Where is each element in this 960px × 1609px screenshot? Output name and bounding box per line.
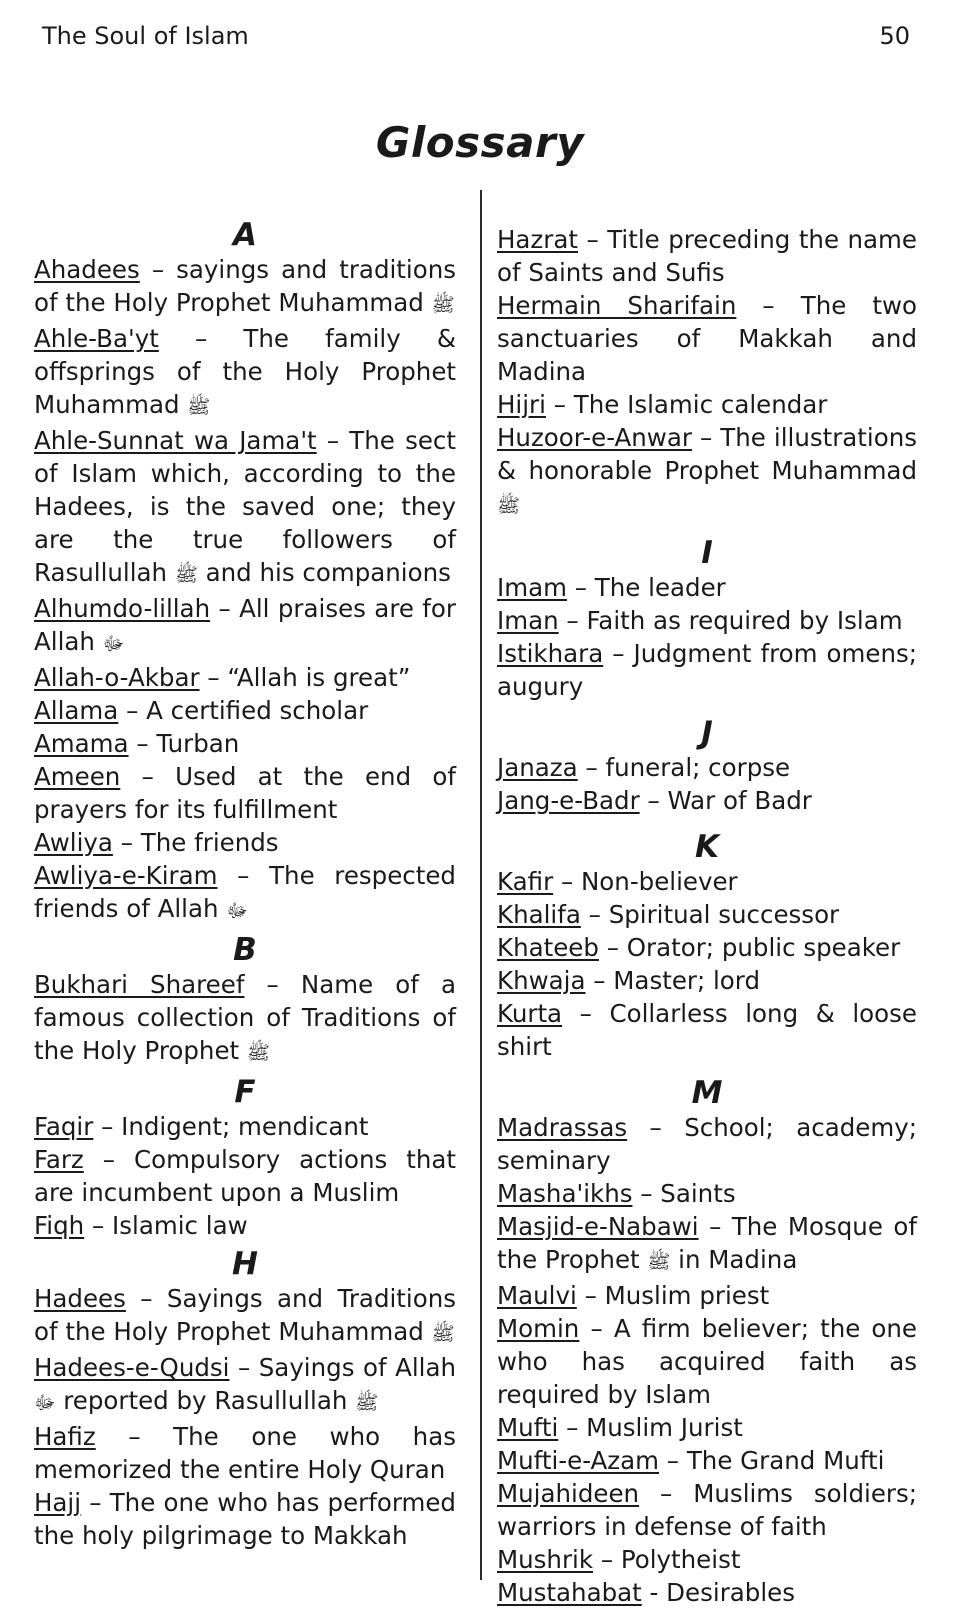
glossary-entry <box>34 424 456 592</box>
glossary-entry <box>34 1110 456 1143</box>
glossary-entry <box>34 1209 456 1242</box>
glossary-definition: – Master; lord <box>585 966 760 995</box>
glossary-entry <box>497 784 917 817</box>
glossary-term: Hajj <box>34 1488 82 1517</box>
glossary-definition: – Compulsory actions that are incumbent upon a Muslim <box>34 1145 456 1207</box>
glossary-definition: – The friends <box>112 828 279 857</box>
glossary-definition: – The sect of Islam which, according to the Hadees, is the saved one; they are the true followers of Rasullullah <box>34 426 456 587</box>
glossary-definition: – The illustrations & honorable Prophet Muhammad <box>497 423 917 485</box>
glossary-term: Masjid-e-Nabawi <box>497 1212 699 1241</box>
glossary-definition: – Muslim Jurist <box>558 1413 743 1442</box>
glossary-term: Iman <box>497 606 559 635</box>
glossary-term: Ameen <box>34 762 121 791</box>
glossary-entry <box>497 421 917 523</box>
page-number: 50 <box>879 22 910 50</box>
honorific-symbol: ﷻ <box>34 1392 56 1414</box>
glossary-definition: – The two sanctuaries of Makkah and Madina <box>497 291 917 386</box>
page-title: Glossary <box>375 118 585 167</box>
column-divider <box>480 190 482 1580</box>
glossary-entry <box>34 859 456 928</box>
glossary-term: Mujahideen <box>497 1479 640 1508</box>
glossary-entry <box>497 751 917 784</box>
glossary-term: Momin <box>497 1314 580 1343</box>
honorific-symbol: ﷺ <box>647 1251 671 1273</box>
glossary-definition: – A firm believer; the one who has acquired faith as required by Islam <box>497 1314 917 1409</box>
glossary-term: Masha'ikhs <box>497 1179 633 1208</box>
glossary-entry <box>34 1282 456 1351</box>
glossary-term: Mustahabat <box>497 1578 642 1607</box>
honorific-symbol: ﷺ <box>497 495 520 517</box>
glossary-term: Jang-e-Badr <box>497 786 640 815</box>
glossary-term: Hadees-e-Qudsi <box>34 1353 230 1382</box>
glossary-definition: – The one who has memorized the entire Holy Quran <box>34 1422 456 1484</box>
glossary-definition: – Spiritual successor <box>580 900 840 929</box>
glossary-definition: – Judgment from omens; augury <box>497 639 917 701</box>
honorific-symbol: ﷺ <box>246 1042 270 1064</box>
glossary-definition: – Collarless long & loose shirt <box>497 999 917 1061</box>
glossary-entry <box>34 1351 456 1420</box>
glossary-term: Ahadees <box>34 255 140 284</box>
glossary-definition: – The family & offsprings of the Holy Prophet Muhammad <box>34 324 456 419</box>
glossary-term: Bukhari Shareef <box>34 970 245 999</box>
glossary-right-column <box>497 223 917 1609</box>
glossary-entry <box>34 968 456 1070</box>
glossary-term: Awliya-e-Kiram <box>34 861 218 890</box>
page-header <box>42 18 910 54</box>
glossary-entry <box>497 1177 917 1210</box>
glossary-definition: – A certified scholar <box>118 696 369 725</box>
glossary-definition: – Muslims soldiers; warriors in defense of faith <box>497 1479 917 1541</box>
honorific-symbol: ﷺ <box>187 396 211 418</box>
glossary-entry <box>34 592 456 661</box>
section-letter-m: M <box>691 1075 723 1111</box>
glossary-term: Istikhara <box>497 639 604 668</box>
honorific-symbol: ﷻ <box>226 900 248 922</box>
glossary-term: Allama <box>34 696 119 725</box>
section-letter-b: B <box>233 932 257 968</box>
glossary-entry <box>34 253 456 322</box>
glossary-term: Faqir <box>34 1112 94 1141</box>
glossary-term: Fiqh <box>34 1211 85 1240</box>
glossary-entry <box>497 865 917 898</box>
glossary-definition: – The Grand Mufti <box>659 1446 885 1475</box>
honorific-symbol: ﷺ <box>431 294 455 316</box>
glossary-term: Imam <box>497 573 567 602</box>
glossary-entry <box>34 727 456 760</box>
glossary-definition: – School; academy; seminary <box>497 1113 917 1175</box>
glossary-entry <box>497 289 917 388</box>
glossary-entry <box>497 1411 917 1444</box>
glossary-definition: and his companions <box>197 558 451 587</box>
glossary-term: Farz <box>34 1145 84 1174</box>
glossary-entry <box>34 694 456 727</box>
glossary-term: Awliya <box>34 828 113 857</box>
glossary-definition: – Faith as required by Islam <box>558 606 903 635</box>
glossary-entry <box>34 1143 456 1209</box>
glossary-definition: – sayings and traditions of the Holy Prophet Muhammad <box>34 255 456 317</box>
glossary-definition: – Title preceding the name of Saints and Sufis <box>497 225 917 287</box>
glossary-entry <box>497 898 917 931</box>
glossary-term: Alhumdo-lillah <box>34 594 211 623</box>
glossary-term: Hafiz <box>34 1422 96 1451</box>
glossary-definition: – The Islamic calendar <box>545 390 828 419</box>
glossary-definition: – “Allah is great” <box>199 663 411 692</box>
section-letter-a: A <box>233 217 257 253</box>
glossary-term: Ahle-Ba'yt <box>34 324 159 353</box>
glossary-term: Khwaja <box>497 966 586 995</box>
glossary-definition: – Sayings and Traditions of the Holy Prophet Muhammad <box>34 1284 456 1346</box>
glossary-entry <box>497 964 917 997</box>
honorific-symbol: ﷺ <box>431 1323 455 1345</box>
glossary-entry <box>497 223 917 289</box>
section-letter-j: J <box>701 715 713 751</box>
glossary-entry <box>497 1444 917 1477</box>
glossary-definition: – All praises are for Allah <box>34 594 456 656</box>
glossary-entry <box>497 1111 917 1177</box>
section-letter-f: F <box>234 1074 256 1110</box>
glossary-entry <box>497 388 917 421</box>
glossary-definition: – Turban <box>128 729 240 758</box>
glossary-entry <box>497 1576 917 1609</box>
glossary-definition: – The one who has performed the holy pilgrimage to Makkah <box>34 1488 456 1550</box>
glossary-term: Huzoor-e-Anwar <box>497 423 692 452</box>
glossary-definition: – War of Badr <box>639 786 812 815</box>
glossary-term: Janaza <box>497 753 578 782</box>
glossary-entry <box>497 637 917 703</box>
glossary-definition: – Used at the end of prayers for its fulfillment <box>34 762 456 824</box>
honorific-symbol: ﷺ <box>355 1392 379 1414</box>
glossary-term: Khateeb <box>497 933 599 962</box>
glossary-definition: – Polytheist <box>593 1545 741 1574</box>
glossary-term: Ahle-Sunnat wa Jama't <box>34 426 317 455</box>
glossary-term: Allah-o-Akbar <box>34 663 200 692</box>
glossary-entry <box>497 1210 917 1279</box>
glossary-definition: – The respected friends of Allah <box>34 861 456 923</box>
glossary-term: Maulvi <box>497 1281 577 1310</box>
honorific-symbol: ﷺ <box>174 564 198 586</box>
glossary-term: Madrassas <box>497 1113 628 1142</box>
glossary-entry <box>497 931 917 964</box>
glossary-entry <box>497 1477 917 1543</box>
glossary-term: Hermain Sharifain <box>497 291 737 320</box>
glossary-term: Kurta <box>497 999 563 1028</box>
glossary-term: Hadees <box>34 1284 126 1313</box>
glossary-entry <box>497 1279 917 1312</box>
glossary-term: Mufti <box>497 1413 559 1442</box>
glossary-definition: – Name of a famous collection of Traditions of the Holy Prophet <box>34 970 456 1065</box>
glossary-definition: – funeral; corpse <box>577 753 791 782</box>
glossary-definition: – Sayings of Allah <box>229 1353 456 1382</box>
glossary-term: Khalifa <box>497 900 581 929</box>
honorific-symbol: ﷻ <box>102 633 125 655</box>
glossary-definition: – Islamic law <box>84 1211 248 1240</box>
section-letter-k: K <box>694 829 720 865</box>
glossary-entry <box>34 1486 456 1552</box>
glossary-term: Hazrat <box>497 225 578 254</box>
glossary-entry <box>497 1543 917 1576</box>
glossary-definition: – Indigent; mendicant <box>93 1112 369 1141</box>
glossary-term: Mufti-e-Azam <box>497 1446 659 1475</box>
section-letter-i: I <box>701 535 713 571</box>
glossary-definition: – Non-believer <box>553 867 738 896</box>
glossary-term: Hijri <box>497 390 546 419</box>
glossary-term: Kafir <box>497 867 554 896</box>
book-title: The Soul of Islam <box>42 22 249 50</box>
glossary-term: Amama <box>34 729 129 758</box>
glossary-left-column <box>34 213 456 1552</box>
glossary-entry <box>497 1312 917 1411</box>
glossary-entry <box>497 604 917 637</box>
glossary-definition: in Madina <box>670 1245 798 1274</box>
glossary-entry <box>34 826 456 859</box>
glossary-definition: - Desirables <box>641 1578 795 1607</box>
glossary-entry <box>34 322 456 424</box>
glossary-entry <box>497 997 917 1063</box>
glossary-definition: reported by Rasullullah <box>55 1386 356 1415</box>
glossary-definition: – Orator; public speaker <box>598 933 901 962</box>
glossary-entry <box>34 760 456 826</box>
glossary-definition: – The Mosque of the Prophet <box>497 1212 917 1274</box>
glossary-entry <box>34 1420 456 1486</box>
glossary-definition: – Muslim priest <box>576 1281 770 1310</box>
glossary-term: Mushrik <box>497 1545 594 1574</box>
glossary-definition: – Saints <box>632 1179 736 1208</box>
section-letter-h: H <box>232 1246 258 1282</box>
glossary-entry <box>34 661 456 694</box>
glossary-entry <box>497 571 917 604</box>
glossary-definition: – The leader <box>566 573 726 602</box>
